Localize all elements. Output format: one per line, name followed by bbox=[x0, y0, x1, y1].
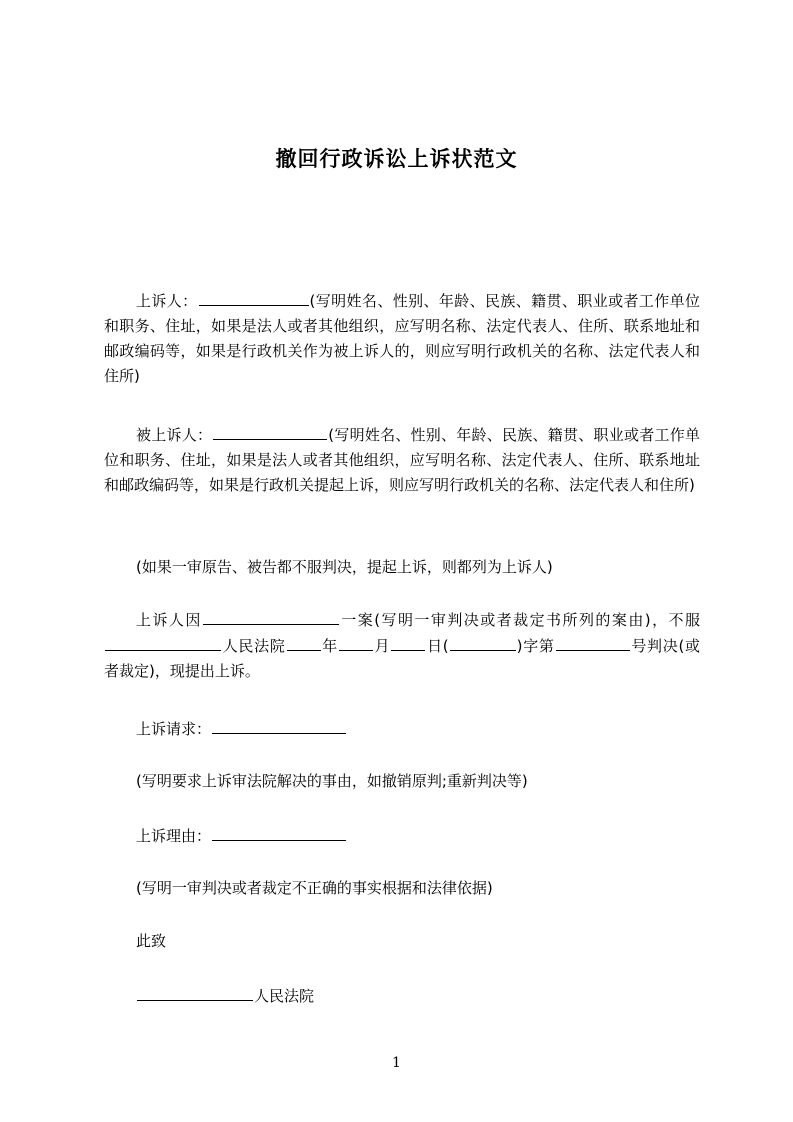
case-blank bbox=[203, 607, 339, 625]
appellant-paragraph bbox=[104, 288, 700, 389]
appellee-note: (写明姓名、性别、年龄、民族、籍贯、职业或者工作单位和职务、住址，如果是法人或者其他组织，应写明名称、法定代表人、住所、联系地址和邮政编码等，如果是行政机关提起上诉，则应写明行政机关的名称、法定代表人和住所) bbox=[104, 426, 700, 494]
appellee-label: 被上诉人： bbox=[136, 426, 213, 444]
request-line bbox=[104, 716, 700, 742]
month-blank bbox=[339, 633, 373, 651]
appellant-label: 上诉人： bbox=[136, 292, 198, 310]
appeal-hao-pan: 号判 bbox=[630, 637, 663, 655]
request-note: (写明要求上诉审法院解决的事由，如撤销原判;重新判决等) bbox=[136, 772, 528, 790]
court-blank bbox=[105, 633, 221, 651]
appeal-day: 日( bbox=[426, 637, 449, 655]
reason-line bbox=[104, 823, 700, 849]
day-blank bbox=[391, 633, 425, 651]
recipient-line bbox=[104, 983, 700, 1009]
page-number: 1 bbox=[392, 1055, 401, 1071]
year-blank bbox=[287, 633, 321, 651]
recipient-court: 人民法院 bbox=[254, 987, 315, 1005]
reason-blank bbox=[212, 823, 346, 841]
document-title: 撤回行政诉讼上诉状范文 bbox=[275, 147, 518, 171]
both-parties-note: (如果一审原告、被告都不服判决，提起上诉，则都列为上诉人) bbox=[136, 558, 553, 576]
zi-blank bbox=[450, 633, 516, 651]
request-blank bbox=[212, 716, 346, 734]
appeal-court: 人民法院 bbox=[222, 637, 286, 655]
appeal-year: 年 bbox=[321, 637, 338, 655]
appeal-prefix: 上诉人因 bbox=[136, 611, 202, 629]
appellant-blank bbox=[199, 288, 309, 306]
reason-note: (写明一审判决或者裁定不正确的事实根据和法律依据) bbox=[136, 879, 493, 897]
appeal-case-suffix: 一案(写明一审判决或者裁定书所列的案由)，不服 bbox=[339, 611, 700, 629]
appellant-note: (写明姓名、性别、年龄、民族、籍贯、职业或者工作单位和职务、住址，如果是法人或者其他组织，应写明名称、法定代表人、住所、联系地址和邮政编码等，如果是行政机关作为被上诉人的，则应写明行政机关的名称、法定代表人和住所) bbox=[104, 292, 700, 385]
appellee-paragraph bbox=[104, 422, 700, 498]
appeal-ending: 决(或者裁定)，现提出上诉。 bbox=[104, 637, 700, 680]
number-blank bbox=[556, 633, 630, 651]
closing-text: 此致 bbox=[136, 932, 167, 950]
reason-label: 上诉理由： bbox=[136, 827, 212, 845]
recipient-blank bbox=[137, 983, 253, 1001]
appeal-zi-di: )字第 bbox=[516, 637, 555, 655]
request-label: 上诉请求： bbox=[136, 720, 212, 738]
appeal-month: 月 bbox=[373, 637, 391, 655]
appellee-blank bbox=[213, 422, 327, 440]
appeal-statement bbox=[104, 607, 700, 684]
